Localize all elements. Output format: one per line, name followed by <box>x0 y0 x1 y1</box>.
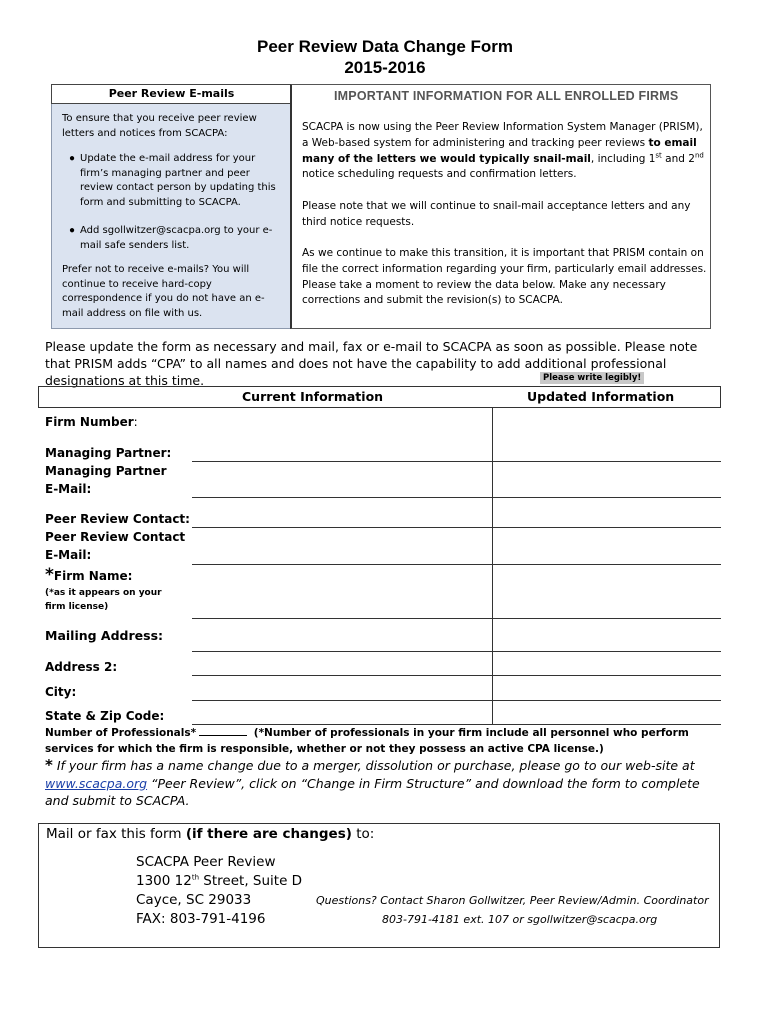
contact-info-line-2: 803-791-4181 ext. 107 or sgollwitzer@scacpa.org <box>382 913 658 926</box>
peer-review-contact-email-line <box>192 564 721 565</box>
managing-partner-email-label-1: Managing Partner <box>45 464 167 478</box>
emails-closing: Prefer not to receive e-mails? You will continue to receive hard-copy correspondence if you do not have an e-mail address on file with us. <box>62 264 265 319</box>
firm-name-note: (*as it appears on your firm license) <box>45 588 162 612</box>
managing-partner-email-label-2: E-Mail: <box>45 482 92 496</box>
managing-partner-email-line <box>192 497 721 498</box>
mailing-address-line <box>192 651 721 652</box>
mailing-address-label: Mailing Address: <box>45 628 164 643</box>
peer-review-contact-email-label-1: Peer Review Contact <box>45 530 186 544</box>
state-zip-label: State & Zip Code: <box>45 709 165 723</box>
address-line-2: 1300 12th Street, Suite D <box>136 873 303 889</box>
state-zip-line <box>192 724 721 725</box>
firm-number-label: Firm Number: <box>45 415 138 429</box>
city-line <box>192 700 721 701</box>
emails-bullet-2: Add sgollwitzer@scacpa.org to your e-mail safe senders list. <box>80 225 273 251</box>
important-info-p1: SCACPA is now using the Peer Review Information System Manager (PRISM), a Web-based system for administering and tracking peer reviews to email many of the letters we would typically snail-mail, including 1st and 2nd notice scheduling requests and confirmation letters. <box>302 121 704 181</box>
emails-intro: To ensure that you receive peer review letters and notices from SCACPA: <box>62 113 257 139</box>
peer-review-contact-label: Peer Review Contact: <box>45 512 190 526</box>
form-year: 2015-2016 <box>344 58 426 77</box>
city-label: City: <box>45 685 77 699</box>
firm-name-line <box>192 618 721 619</box>
peer-review-contact-line <box>192 527 721 528</box>
write-legibly-badge: Please write legibly! <box>540 372 644 384</box>
peer-review-contact-email-label-2: E-Mail: <box>45 548 92 562</box>
column-current-info: Current Information <box>242 389 384 404</box>
mail-fax-heading: Mail or fax this form (if there are changes) to: <box>46 826 375 842</box>
column-divider <box>492 408 493 724</box>
number-of-professionals-blank[interactable] <box>199 726 247 736</box>
address2-line <box>192 675 721 676</box>
important-info-p3: As we continue to make this transition, it is important that PRISM contain on file the correct information regarding your firm, particularly email addresses. Please take a moment to review the data below. Make any necessary corrections and submit the revision(s) to SCACPA. <box>302 247 707 307</box>
address2-label: Address 2: <box>45 660 118 674</box>
managing-partner-line <box>192 461 721 462</box>
fax-number: FAX: 803-791-4196 <box>136 911 266 927</box>
bullet-icon: ● <box>69 153 76 164</box>
emails-info-heading: Peer Review E-mails <box>51 84 292 104</box>
emails-bullet-1: Update the e-mail address for your firm’s managing partner and peer review contact person by updating this form and submitting to SCACPA. <box>80 153 276 208</box>
important-info-heading: IMPORTANT INFORMATION FOR ALL ENROLLED FIRMS <box>334 89 679 103</box>
column-updated-info: Updated Information <box>527 389 675 404</box>
form-title: Peer Review Data Change Form <box>256 37 514 56</box>
contact-info-line-1: Questions? Contact Sharon Gollwitzer, Peer Review/Admin. Coordinator <box>316 894 709 907</box>
managing-partner-label: Managing Partner: <box>45 446 172 460</box>
firm-name-label: *Firm Name: <box>45 565 133 585</box>
address-line-3: Cayce, SC 29033 <box>136 892 252 908</box>
scacpa-website-link[interactable]: www.scacpa.org <box>45 775 148 791</box>
address-line-1: SCACPA Peer Review <box>136 854 276 870</box>
important-info-p2: Please note that we will continue to snail-mail acceptance letters and any third notice requests. <box>302 200 691 228</box>
instructions-text: Please update the form as necessary and mail, fax or e-mail to SCACPA as soon as possible. Please note that PRISM adds “CPA” to all names and does not have the capability to add additional professional designations at this time. <box>45 339 698 388</box>
number-of-professionals: Number of Professionals* (*Number of professionals in your firm include all personnel who perform services for which the firm is responsible, whether or not they possess an active CPA license.) <box>45 727 689 755</box>
name-change-note: * If your firm has a name change due to a merger, dissolution or purchase, please go to our web-site at www.scacpa.org “Peer Review”, click on “Change in Firm Structure” and download the form to complete and submit to SCACPA. <box>45 756 700 808</box>
bullet-icon: ● <box>69 225 76 236</box>
